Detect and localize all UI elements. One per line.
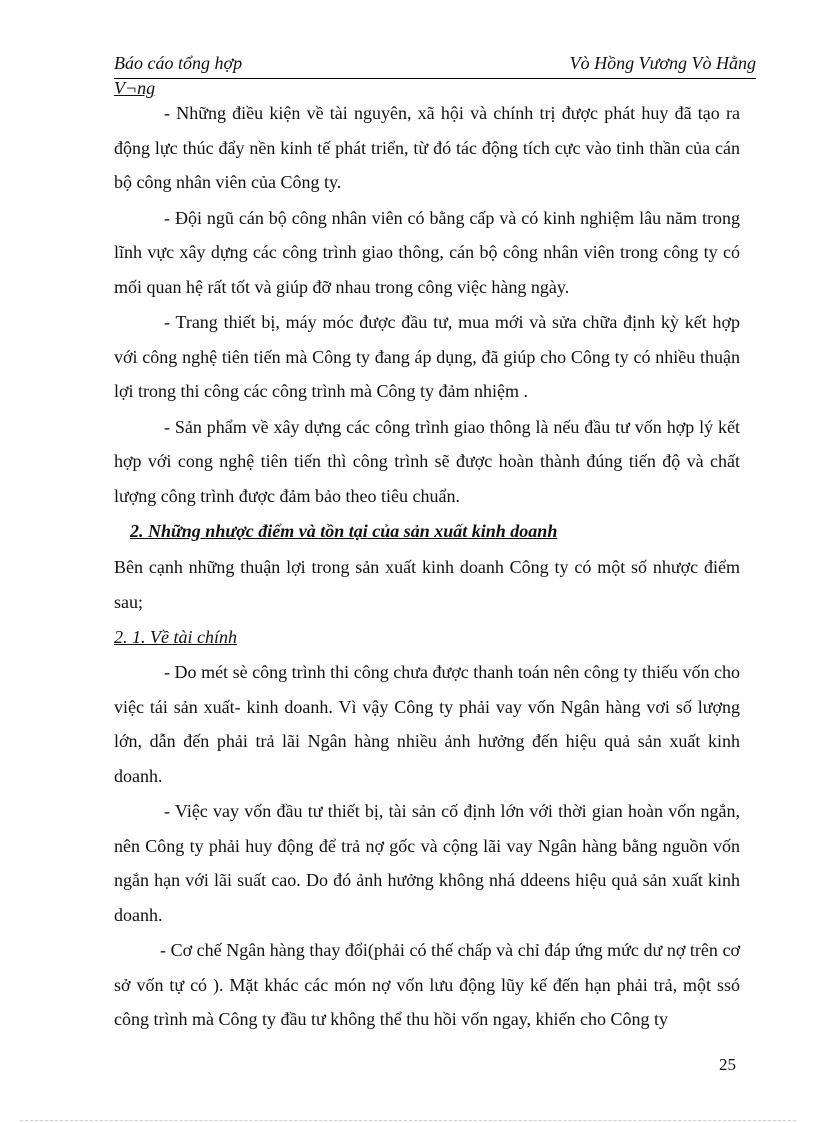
subsection-heading-finance: 2. 1. Về tài chính xyxy=(114,627,237,647)
page-number: 25 xyxy=(719,1055,736,1074)
paragraph-products: - Sản phẩm về xây dựng các công trình giao thông là nếu đầu tư vốn hợp lý kết hợp với cong nghệ tiên tiến thì công trình sẽ được hoàn thành đúng tiến độ và chất lượng công trình được đảm bảo theo tiêu chuẩn. xyxy=(114,416,740,506)
paragraph-loans: - Việc vay vốn đầu tư thiết bị, tài sản cố định lớn với thời gian hoàn vốn ngắn, nên Công ty phải huy động để trả nợ gốc và cộng lãi vay Ngân hàng bằng nguồn vốn ngắn hạn với lãi suất cao. Do đó ảnh hưởng không nhá ddeens hiệu quả sản xuất kinh doanh. xyxy=(114,801,740,925)
header-report-title: Báo cáo tổng hợp xyxy=(114,53,243,73)
header-name-continuation: V¬ng xyxy=(114,78,156,98)
paragraph-staff: - Đội ngũ cán bộ công nhân viên có bằng cấp và có kinh nghiệm lâu năm trong lĩnh vực xây dựng các công trình giao thông, cán bộ công nhân viên trong công ty có mối quan hệ rất tốt và giúp đỡ nhau trong công việc hàng ngày. xyxy=(114,207,740,297)
header-author-names: Vò Hồng Vương Vò Hằng xyxy=(569,53,756,73)
paragraph-unpaid-projects: - Do mét sè công trình thi công chưa được thanh toán nên công ty thiếu vốn cho việc tái sản xuất- kinh doanh. Vì vậy Công ty phải vay vốn Ngân hàng vơi số lượng lớn, dẫn đến phải trả lãi Ngân hàng nhiều ảnh hưởng đến hiệu quả sản xuất kinh doanh. xyxy=(114,662,740,786)
paragraph-resources: - Những điều kiện về tài nguyên, xã hội và chính trị được phát huy đã tạo ra động lực thúc đẩy nền kinh tế phát triển, từ đó tác động tích cực vào tinh thần của cán bộ công nhân viên của Công ty. xyxy=(114,103,740,192)
page-bottom-divider xyxy=(20,1120,796,1121)
running-header xyxy=(114,52,756,79)
paragraph-equipment: - Trang thiết bị, máy móc được đầu tư, mua mới và sửa chữa định kỳ kết hợp với công nghệ tiên tiến mà Công ty đang áp dụng, đã giúp cho Công ty có nhiều thuận lợi trong thi công các công trình mà Công ty đảm nhiệm . xyxy=(114,312,740,401)
document-body xyxy=(114,96,740,1037)
section-heading-weaknesses: 2. Những nhược điểm và tồn tại của sản xuất kinh doanh xyxy=(130,521,558,541)
paragraph-bank-mechanism: - Cơ chế Ngân hàng thay đổi(phải có thế chấp và chỉ đáp ứng mức dư nợ trên cơ sở vốn tự có ). Mặt khác các món nợ vốn lưu động lũy kế đến hạn phải trả, một ssó công trình mà Công ty đầu tư không thể thu hồi vốn ngay, khiến cho Công ty xyxy=(114,940,740,1029)
section-intro: Bên cạnh những thuận lợi trong sản xuất kinh doanh Công ty có một số nhược điểm sau; xyxy=(114,557,740,612)
